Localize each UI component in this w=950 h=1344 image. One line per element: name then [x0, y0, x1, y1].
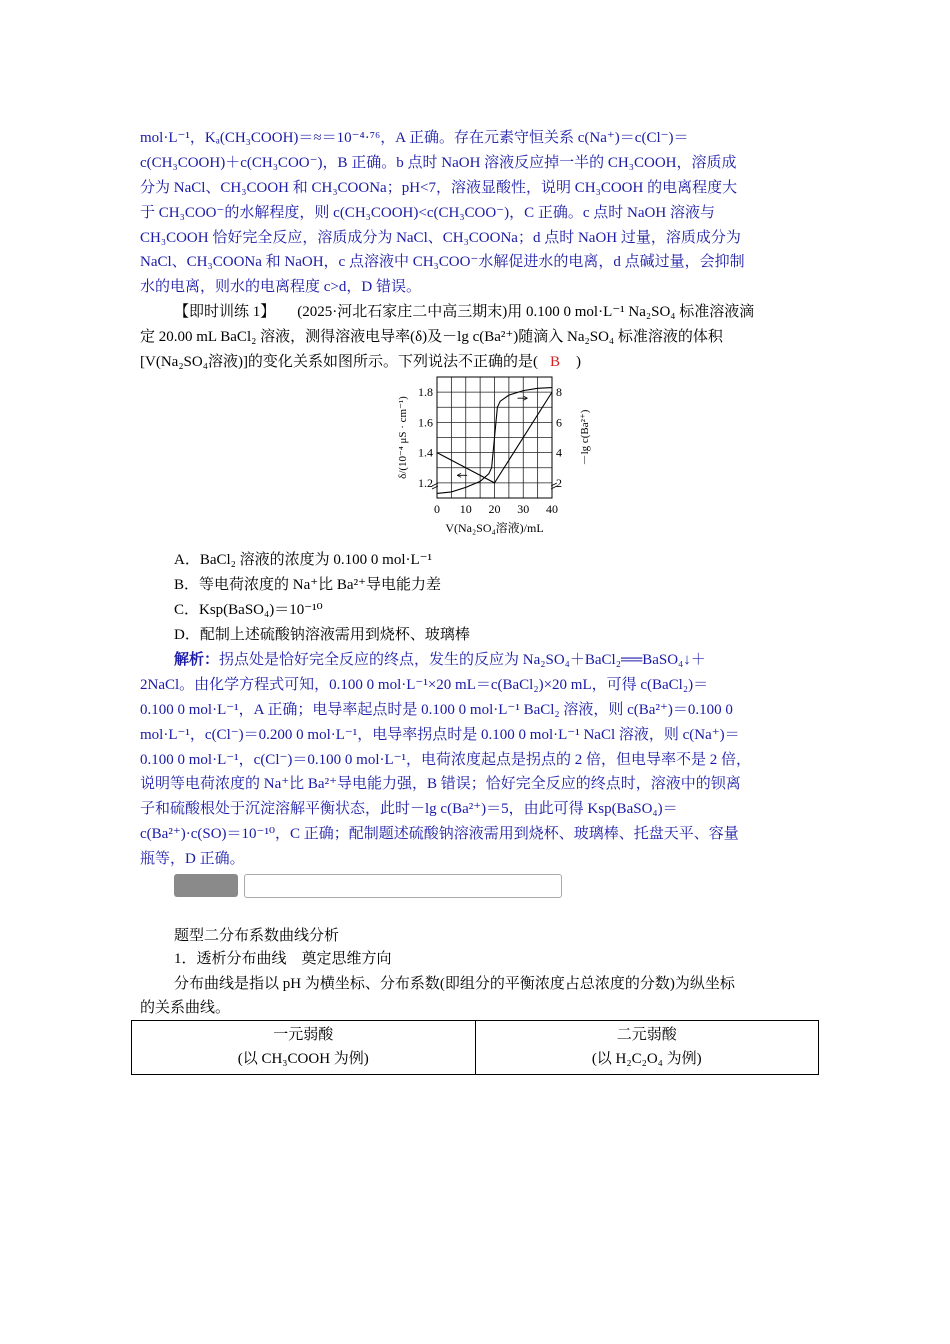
section-tab — [174, 874, 238, 897]
y-right-tick-label: 2 — [556, 475, 562, 490]
prev-analysis-line: c(CH₃COOH)＋c(CH₃COO⁻)，B 正确。b 点时 NaOH 溶液反应掉一半的 CH₃COOH，溶质成 — [140, 155, 737, 171]
table-col2-title: 二元弱酸 — [616, 1027, 677, 1043]
right-axis-arrow — [518, 396, 528, 400]
prev-analysis-line: 分为 NaCl、CH₃COOH 和 CH₃COONa；pH<7，溶液显酸性，说明 CH₃COOH 的电离程度大 — [140, 180, 738, 196]
analysis-text: 拐点处是恰好完全反应的终点，发生的反应为 Na₂SO₄＋BaCl₂══BaSO₄↓＋ — [219, 652, 706, 668]
close-paren: ) — [575, 354, 581, 370]
y-right-axis-label: －lg c(Ba²⁺) — [579, 409, 591, 466]
question-stem: (2025·河北石家庄二中高三期末)用 0.100 0 mol·L⁻¹ Na₂SO₄ 标准溶液滴 — [297, 304, 755, 320]
prev-analysis-line: 于 CH₃COO⁻的水解程度，则 c(CH₃COOH)<c(CH₃COO⁻)，C 正确。c 点时 NaOH 溶液与 — [140, 205, 715, 221]
section-intro: 的关系曲线。 — [140, 1000, 231, 1016]
prev-analysis-line: 水的电离，则水的电离程度 c>d，D 错误。 — [140, 279, 421, 295]
question-first-line — [174, 300, 754, 324]
analysis-line: 2NaCl。由化学方程式可知，0.100 0 mol·L⁻¹×20 mL＝c(BaCl₂)×20 mL，可得 c(BaCl₂)＝ — [140, 677, 709, 693]
prev-analysis-line: CH₃COOH 恰好完全反应，溶质成分为 NaCl、CH₃COONa；d 点时 NaOH 过量，溶质成分为 — [140, 230, 741, 246]
section-subtitle: 1．透析分布曲线 奠定思维方向 — [174, 951, 392, 967]
table-col1-title: 一元弱酸 — [273, 1027, 334, 1043]
y-left-tick-label: 1.2 — [418, 475, 433, 490]
y-right-tick-label: 8 — [556, 385, 562, 400]
table-cell — [475, 1021, 819, 1075]
table-row — [132, 1021, 819, 1075]
x-tick-label: 0 — [434, 502, 440, 516]
table-col1-sub: (以 CH₃COOH 为例) — [237, 1051, 369, 1067]
conductivity-chart — [392, 375, 602, 535]
answer-choice: B — [549, 354, 560, 370]
question-label: 【即时训练 1】 — [174, 304, 276, 320]
question-stem-text: [V(Na₂SO₄溶液)]的变化关系如图所示。下列说法不正确的是( — [140, 354, 538, 370]
analysis-label: 解析： — [174, 652, 220, 668]
option-b: B．等电荷浓度的 Na⁺比 Ba²⁺导电能力差 — [174, 577, 441, 593]
analysis-line: 0.100 0 mol·L⁻¹，c(Cl⁻)＝0.100 0 mol·L⁻¹，电荷浓度起点是拐点的 2 倍，但电导率不是 2 倍， — [140, 752, 752, 768]
table-cell — [132, 1021, 476, 1075]
analysis-line: c(Ba²⁺)·c(SO)＝10⁻¹⁰，C 正确；配制题述硫酸钠溶液需用到烧杯、玻璃棒、托盘天平、容量 — [140, 826, 739, 842]
y-left-tick-label: 1.6 — [418, 415, 433, 430]
option-c: C．Ksp(BaSO₄)＝10⁻¹⁰ — [174, 602, 323, 618]
y-right-tick-label: 6 — [556, 415, 562, 430]
y-right-tick-label: 4 — [556, 445, 562, 460]
option-d: D．配制上述硫酸钠溶液需用到烧杯、玻璃棒 — [174, 627, 470, 643]
table-col2-sub: (以 H₂C₂O₄ 为例) — [591, 1051, 702, 1067]
x-tick-label: 40 — [546, 502, 558, 516]
analysis-line: 0.100 0 mol·L⁻¹，A 正确；电导率起点时是 0.100 0 mol·L⁻¹ BaCl₂ 溶液，则 c(Ba²⁺)＝0.100 0 — [140, 702, 733, 718]
analysis-line: 说明等电荷浓度的 Na⁺比 Ba²⁺导电能力强，B 错误；恰好完全反应的终点时，溶液中的钡离 — [140, 776, 741, 792]
analysis-first-line — [174, 648, 810, 672]
x-tick-label: 20 — [488, 502, 501, 516]
analysis-line: 子和硫酸根处于沉淀溶解平衡状态，此时－lg c(Ba²⁺)＝5，由此可得 Ksp(BaSO₄)＝ — [140, 801, 678, 817]
section-intro: 分布曲线是指以 pH 为横坐标、分布系数(即组分的平衡浓度占总浓度的分数)为纵坐标 — [174, 976, 735, 992]
y-left-tick-label: 1.4 — [418, 445, 433, 460]
prev-analysis-line: NaCl、CH₃COONa 和 NaOH，c 点溶液中 CH₃COO⁻水解促进水的电离，d 点碱过量，会抑制 — [140, 254, 745, 270]
option-a: A．BaCl₂ 溶液的浓度为 0.100 0 mol·L⁻¹ — [174, 552, 433, 568]
x-tick-label: 30 — [517, 502, 530, 516]
analysis-line: 瓶等，D 正确。 — [140, 851, 245, 867]
analysis-line: mol·L⁻¹，c(Cl⁻)＝0.200 0 mol·L⁻¹，电导率拐点时是 0.100 0 mol·L⁻¹ NaCl 溶液，则 c(Na⁺)＝ — [140, 727, 740, 743]
section-title: 题型二分布系数曲线分析 — [174, 928, 340, 944]
comparison-table — [131, 1020, 819, 1075]
prev-analysis-line: mol·L⁻¹，Kₐ(CH₃COOH)＝≈＝10⁻⁴·⁷⁶，A 正确。存在元素守恒关系 c(Na⁺)＝c(Cl⁻)＝ — [140, 130, 689, 146]
y-left-tick-label: 1.8 — [418, 385, 433, 400]
x-axis-label: V(Na₂SO₄溶液)/mL — [445, 521, 544, 535]
y-left-axis-label: δ/(10⁻⁴ μS · cm⁻¹) — [397, 396, 409, 479]
section-tab-box — [244, 874, 562, 898]
x-tick-label: 10 — [459, 502, 472, 516]
question-stem-line: 定 20.00 mL BaCl₂ 溶液，测得溶液电导率(δ)及－lg c(Ba²⁺)随滴入 Na₂SO₄ 标准溶液的体积 — [140, 329, 723, 345]
question-stem-line — [140, 350, 581, 374]
